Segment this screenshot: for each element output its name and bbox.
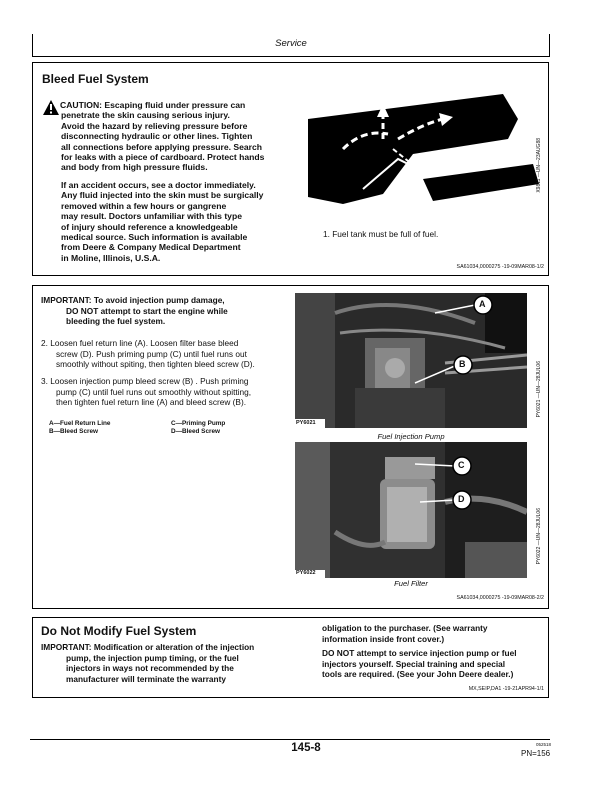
important-line: bleeding the fuel system. [66, 316, 166, 327]
header-title: Service [275, 38, 307, 49]
caution-text [60, 100, 325, 173]
warning-line: manufacturer will terminate the warranty [66, 673, 226, 684]
pressure-hazard-illustration [303, 79, 543, 209]
page-number: 145-8 [291, 742, 321, 754]
caution-icon [43, 100, 59, 115]
step-line: screw (D). Push priming pump (C) until fuel runs out [56, 348, 247, 359]
step-line: 2. Loosen fuel return line (A). Loosen filter base bleed [41, 338, 239, 348]
accident-line: If an accident occurs, see a doctor immediately. [61, 180, 256, 190]
warning-line: IMPORTANT: Modification or alteration of the injection [41, 642, 255, 652]
step-line: smoothly without spiting, then tighten bleed screw (D). [56, 359, 255, 370]
footer-small-code: 052518 [536, 742, 552, 747]
accident-line: of injury should reference a knowledgeable [61, 221, 238, 232]
running-header [32, 34, 550, 57]
callout-a: A [479, 299, 486, 309]
callout-b: B [459, 359, 466, 369]
section-code: SA61034,0000275 -19-09MAR08-1/2 [456, 264, 544, 270]
footer-rule [30, 739, 550, 740]
accident-line: removed within a few hours or gangrene [61, 200, 227, 211]
accident-line: Any fluid injected into the skin must be surgically [61, 190, 264, 201]
accident-line: medical source. Such information is available [61, 232, 248, 243]
warning-line: tools are required. (See your John Deere dealer.) [322, 669, 514, 680]
photo2-caption: Fuel Filter [394, 579, 428, 588]
photo1-side-id: PY6021 —UN—28JUL06 [536, 361, 542, 418]
photo1-id: PY6021 [296, 420, 316, 426]
photo2-id: PY6022 [296, 570, 316, 576]
step-3 [41, 376, 301, 408]
legend-b: B—Bleed Screw [49, 428, 99, 435]
warning-line: pump, the injection pump timing, or the fuel [66, 652, 239, 663]
section-bleed-fuel-system [32, 62, 549, 276]
important-line: DO NOT attempt to start the engine while [66, 305, 228, 316]
callout-d: D [458, 494, 465, 504]
step-line: 3. Loosen injection pump bleed screw (B) . Push priming [41, 376, 249, 386]
legend-a: A—Fuel Return Line [49, 420, 111, 427]
modify-warning-left [41, 642, 301, 684]
legend-d: D—Bleed Screw [171, 428, 221, 435]
important-line: IMPORTANT: To avoid injection pump damage, [41, 295, 225, 305]
important-note [41, 295, 296, 327]
callout-c: C [458, 460, 465, 470]
fuel-injection-pump-photo [295, 293, 527, 428]
accident-line: may result. Doctors unfamiliar with this type [61, 211, 242, 222]
caution-line: penetrate the skin causing serious injury. [61, 110, 230, 121]
warning-line: injectors in ways not recommended by the [66, 663, 234, 674]
section-title: Do Not Modify Fuel System [41, 624, 197, 638]
section-code: MX,SEIP,DA1 -19-21APR94-1/1 [468, 686, 544, 692]
caution-line: all connections before applying pressure. Search [61, 141, 263, 152]
caution-line: for leaks with a piece of cardboard. Protect hands [61, 152, 265, 163]
accident-line: from Deere & Company Medical Department [61, 242, 241, 253]
pn-label: PN=156 [521, 749, 551, 758]
section-title: Bleed Fuel System [42, 72, 149, 86]
step-1: 1. Fuel tank must be full of fuel. [323, 229, 439, 239]
warning-line: obligation to the purchaser. (See warranty [322, 623, 488, 633]
illustration-id: X9811 —UN—23AUG88 [536, 138, 542, 193]
warning-line: injectors yourself. Special training and special [322, 658, 506, 669]
step-line: pump (C) until fuel runs out smoothly without spitting, [56, 386, 252, 397]
section-do-not-modify [32, 617, 549, 698]
legend-c: C—Priming Pump [171, 420, 226, 427]
section-bleed-procedure [32, 285, 549, 609]
step-2 [41, 338, 301, 370]
step-line: then tighten fuel return line (A) and bleed screw (B). [56, 397, 247, 408]
accident-text [61, 180, 326, 263]
warning-line: information inside front cover.) [322, 633, 445, 644]
caution-line: Avoid the hazard by relieving pressure before [61, 120, 248, 131]
warning-line: DO NOT attempt to service injection pump or fuel [322, 648, 517, 659]
caution-line: disconnecting hydraulic or other lines. Tighten [61, 131, 253, 142]
modify-warning-right [322, 623, 546, 680]
fuel-filter-photo [295, 442, 527, 578]
photo2-side-id: PY6022 —UN—28JUL06 [536, 508, 542, 565]
section-code: SA61034,0000275 -19-09MAR08-2/2 [456, 595, 544, 601]
caution-line: CAUTION: Escaping fluid under pressure can [60, 100, 246, 110]
photo1-caption: Fuel Injection Pump [377, 432, 445, 441]
caution-line: and body from high pressure fluids. [61, 162, 208, 173]
accident-line: in Moline, Illinois, U.S.A. [61, 252, 161, 263]
